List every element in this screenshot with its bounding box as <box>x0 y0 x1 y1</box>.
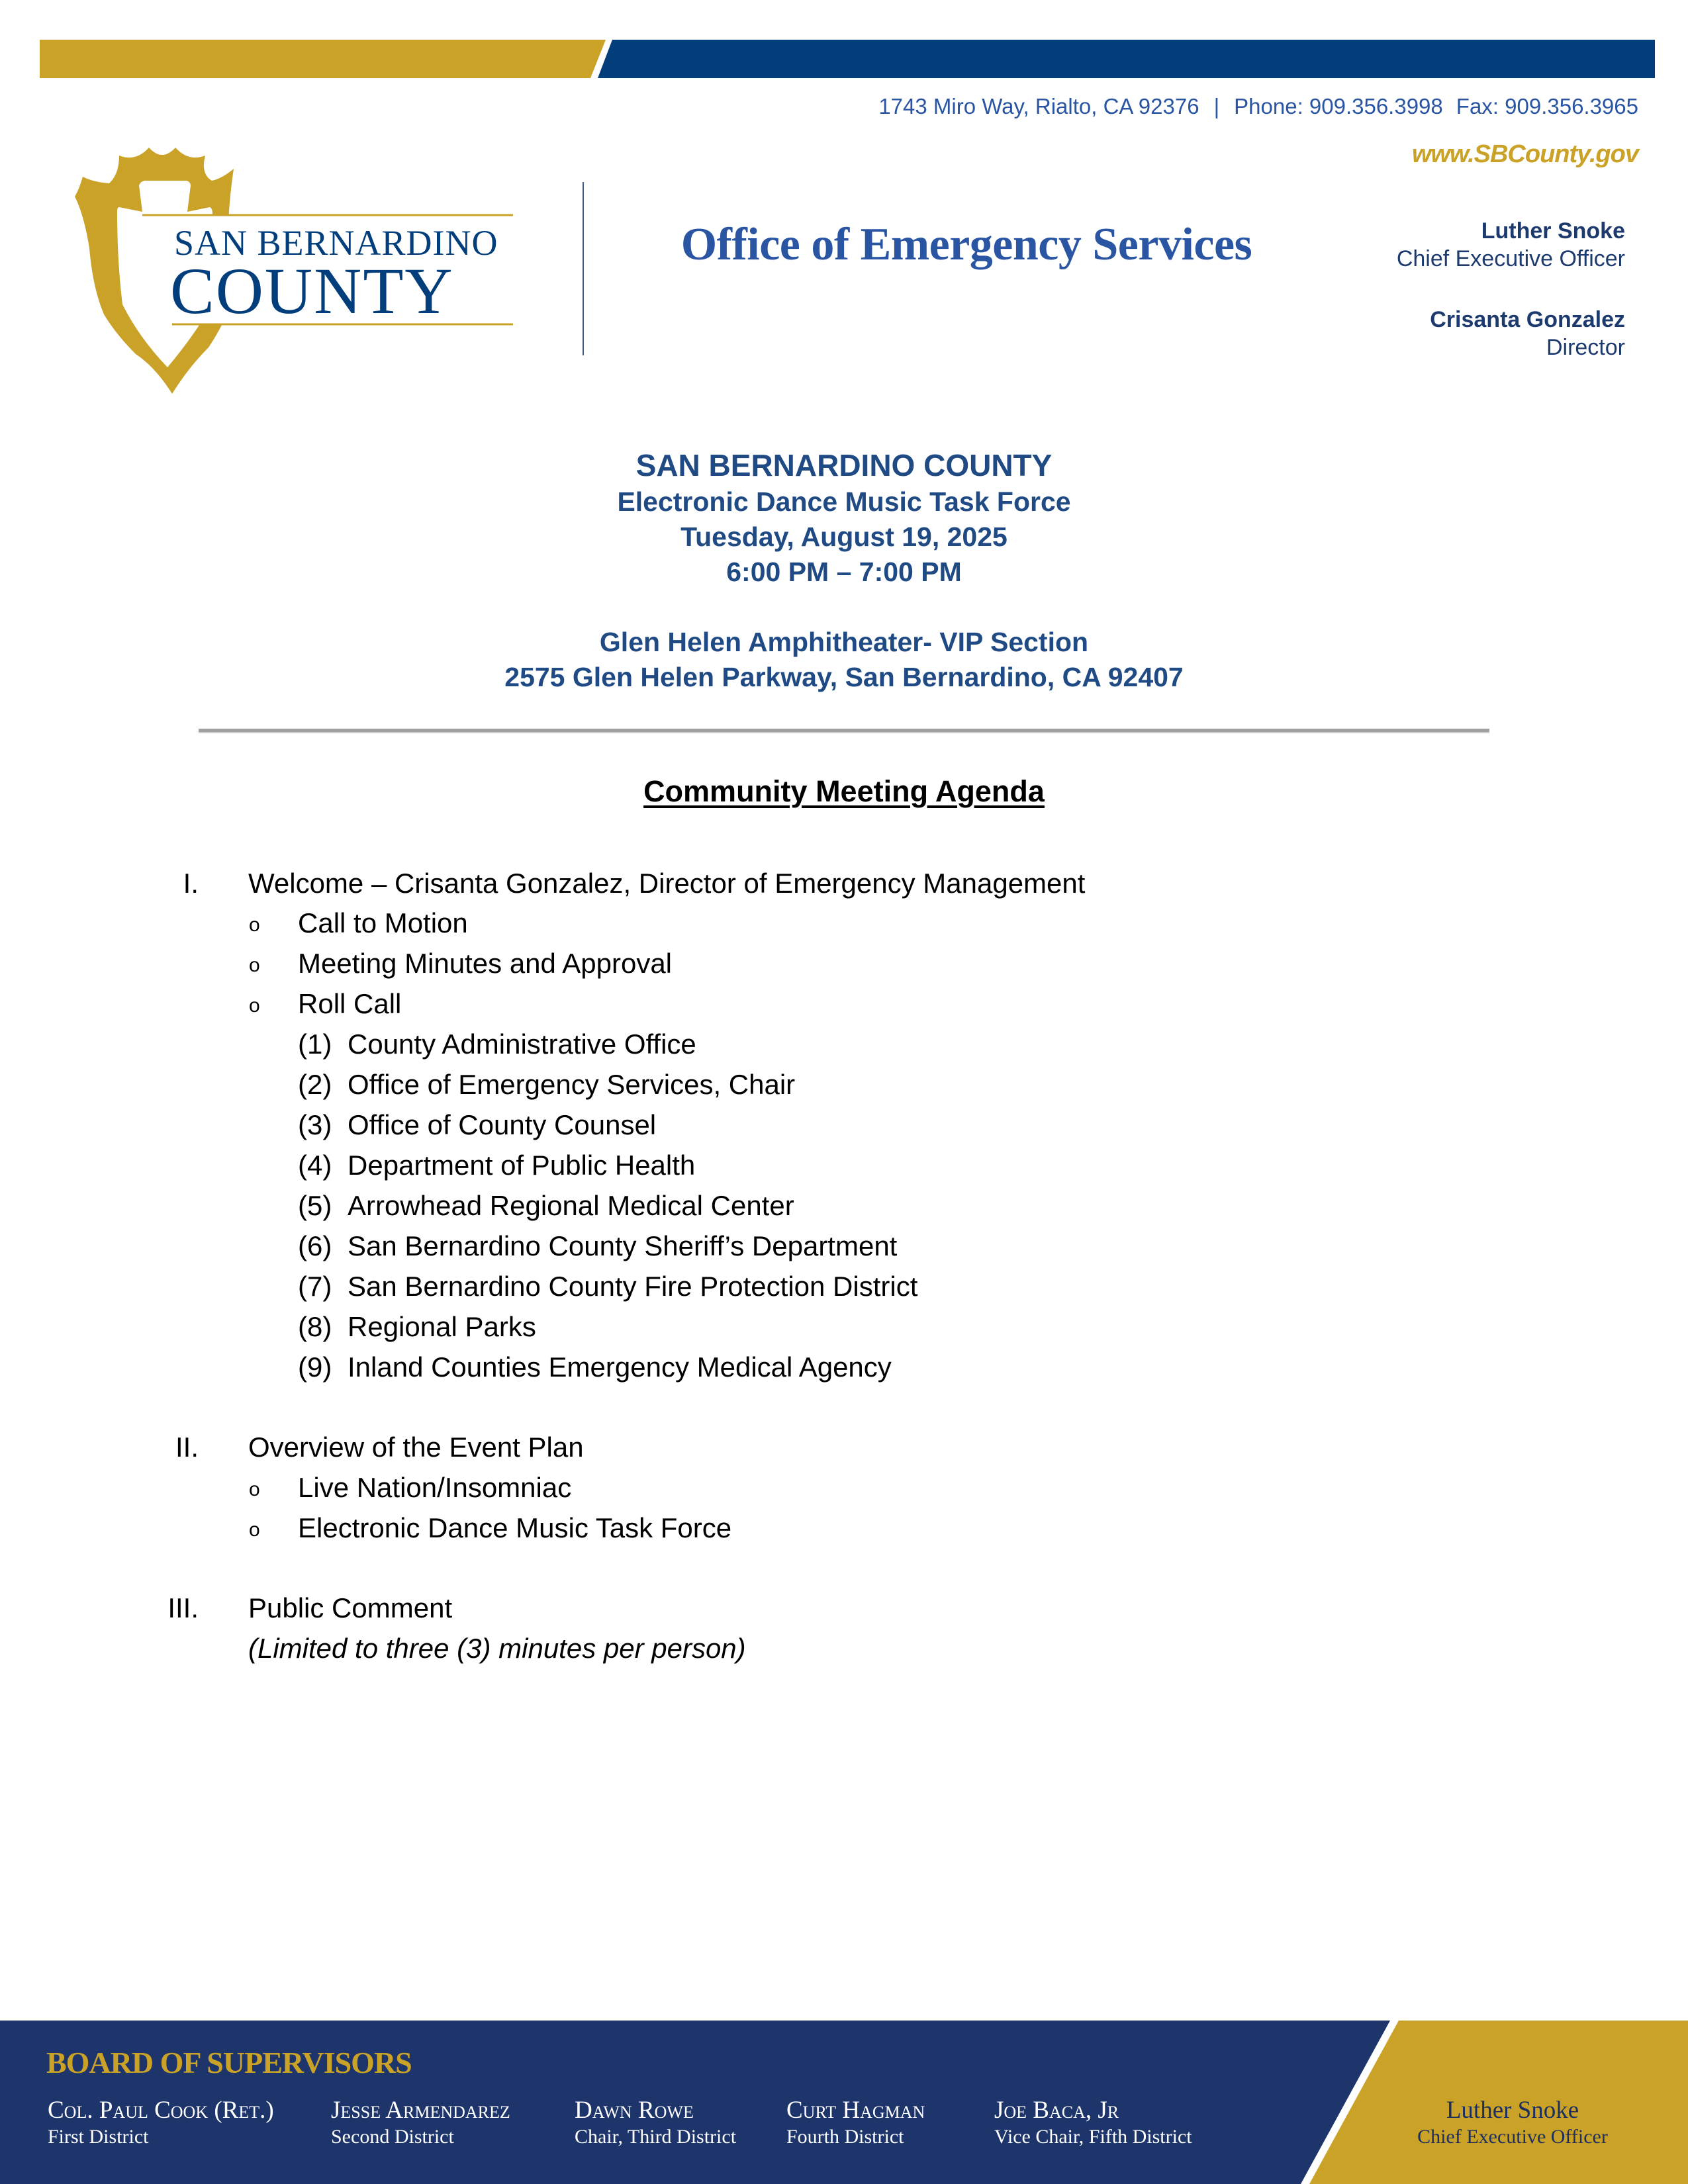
roll-call-item: Office of Emergency Services, Chair <box>348 1069 796 1100</box>
supervisor-name: Jesse Armendarez <box>331 2097 510 2124</box>
header-divider <box>583 182 584 355</box>
footer-ceo <box>1364 2097 1662 2150</box>
svg-text:COUNTY: COUNTY <box>170 254 454 328</box>
website-link[interactable]: www.SBCounty.gov <box>1411 140 1638 168</box>
agenda-item: Roll Call <box>298 988 402 1019</box>
supervisor <box>994 2097 1192 2150</box>
supervisor <box>575 2097 736 2150</box>
section-heading: Welcome – Crisanta Gonzalez, Director of Emergency Management <box>248 868 1086 899</box>
bullet-icon: o <box>249 1519 260 1541</box>
agenda-item: Live Nation/Insomniac <box>298 1472 572 1503</box>
meeting-venue-address: 2575 Glen Helen Parkway, San Bernardino, CA 92407 <box>504 662 1184 692</box>
agenda-item: Electronic Dance Music Task Force <box>298 1512 732 1543</box>
meeting-organization: SAN BERNARDINO COUNTY <box>635 448 1053 482</box>
roll-call-item: Office of County Counsel <box>348 1109 657 1140</box>
board-title: BOARD OF SUPERVISORS <box>46 2046 412 2079</box>
department-title: Office of Emergency Services <box>680 219 1252 270</box>
bullet-icon: o <box>249 1479 260 1500</box>
official-name: Luther Snoke <box>1481 218 1625 244</box>
supervisor <box>786 2097 925 2150</box>
roll-call-item: Department of Public Health <box>348 1150 696 1181</box>
roll-call-item: San Bernardino County Fire Protection District <box>348 1271 918 1302</box>
fax-text: Fax: 909.356.3965 <box>1456 94 1638 118</box>
bullet-icon: o <box>249 954 260 976</box>
meeting-body: Electronic Dance Music Task Force <box>617 486 1071 517</box>
phone-text: Phone: 909.356.3998 <box>1234 94 1443 118</box>
roll-call-number: (9) <box>298 1351 332 1383</box>
supervisor-name: Joe Baca, Jr <box>994 2097 1119 2124</box>
bullet-icon: o <box>249 914 260 936</box>
separator: | <box>1213 94 1220 118</box>
meeting-time: 6:00 PM – 7:00 PM <box>726 557 962 587</box>
supervisor-district: Second District <box>331 2126 454 2148</box>
roll-call-number: (5) <box>298 1190 332 1221</box>
county-logo <box>56 136 520 397</box>
section-heading: Overview of the Event Plan <box>248 1432 584 1463</box>
supervisor <box>48 2097 274 2150</box>
section-numeral: I. <box>183 868 199 899</box>
supervisor-district: Fourth District <box>786 2126 904 2148</box>
roll-call-item: Regional Parks <box>348 1311 536 1342</box>
supervisor <box>331 2097 510 2150</box>
meeting-date: Tuesday, August 19, 2025 <box>680 522 1008 552</box>
section-numeral: III. <box>167 1592 199 1623</box>
supervisor-name: Dawn Rowe <box>575 2097 694 2124</box>
section-note: (Limited to three (3) minutes per person) <box>248 1633 746 1664</box>
bullet-icon: o <box>249 995 260 1017</box>
supervisor-district: Vice Chair, Fifth District <box>994 2126 1192 2148</box>
roll-call-number: (2) <box>298 1069 332 1100</box>
official-title: Director <box>1546 335 1625 360</box>
roll-call-number: (4) <box>298 1150 332 1181</box>
agenda-item: Meeting Minutes and Approval <box>298 948 673 979</box>
ceo-title: Chief Executive Officer <box>1417 2126 1608 2148</box>
section-numeral: II. <box>175 1432 199 1463</box>
agenda-title: Community Meeting Agenda <box>643 774 1045 808</box>
address-text: 1743 Miro Way, Rialto, CA 92376 <box>878 94 1199 118</box>
agenda-item: Call to Motion <box>298 907 468 938</box>
roll-call-item: San Bernardino County Sheriff’s Department <box>348 1230 898 1261</box>
roll-call-number: (8) <box>298 1311 332 1342</box>
roll-call-number: (6) <box>298 1230 332 1261</box>
roll-call-item: Inland Counties Emergency Medical Agency <box>348 1351 892 1383</box>
roll-call-number: (3) <box>298 1109 332 1140</box>
supervisor-district: First District <box>48 2126 149 2148</box>
roll-call-number: (1) <box>298 1028 332 1060</box>
supervisor-name: Col. Paul Cook (Ret.) <box>48 2097 274 2124</box>
svg-text:SAN BERNARDINO: SAN BERNARDINO <box>174 223 498 263</box>
supervisor-district: Chair, Third District <box>575 2126 737 2148</box>
official-name: Crisanta Gonzalez <box>1430 307 1625 332</box>
roll-call-item: Arrowhead Regional Medical Center <box>348 1190 794 1221</box>
ceo-name: Luther Snoke <box>1446 2097 1579 2124</box>
section-heading: Public Comment <box>248 1592 453 1623</box>
section-divider <box>199 729 1489 732</box>
header-color-bar <box>40 40 1655 78</box>
supervisor-name: Curt Hagman <box>786 2097 925 2124</box>
official-title: Chief Executive Officer <box>1396 246 1625 271</box>
roll-call-item: County Administrative Office <box>348 1028 696 1060</box>
contact-line <box>878 94 1638 119</box>
roll-call-number: (7) <box>298 1271 332 1302</box>
meeting-venue: Glen Helen Amphitheater- VIP Section <box>599 627 1089 657</box>
officials-block <box>1397 217 1625 361</box>
